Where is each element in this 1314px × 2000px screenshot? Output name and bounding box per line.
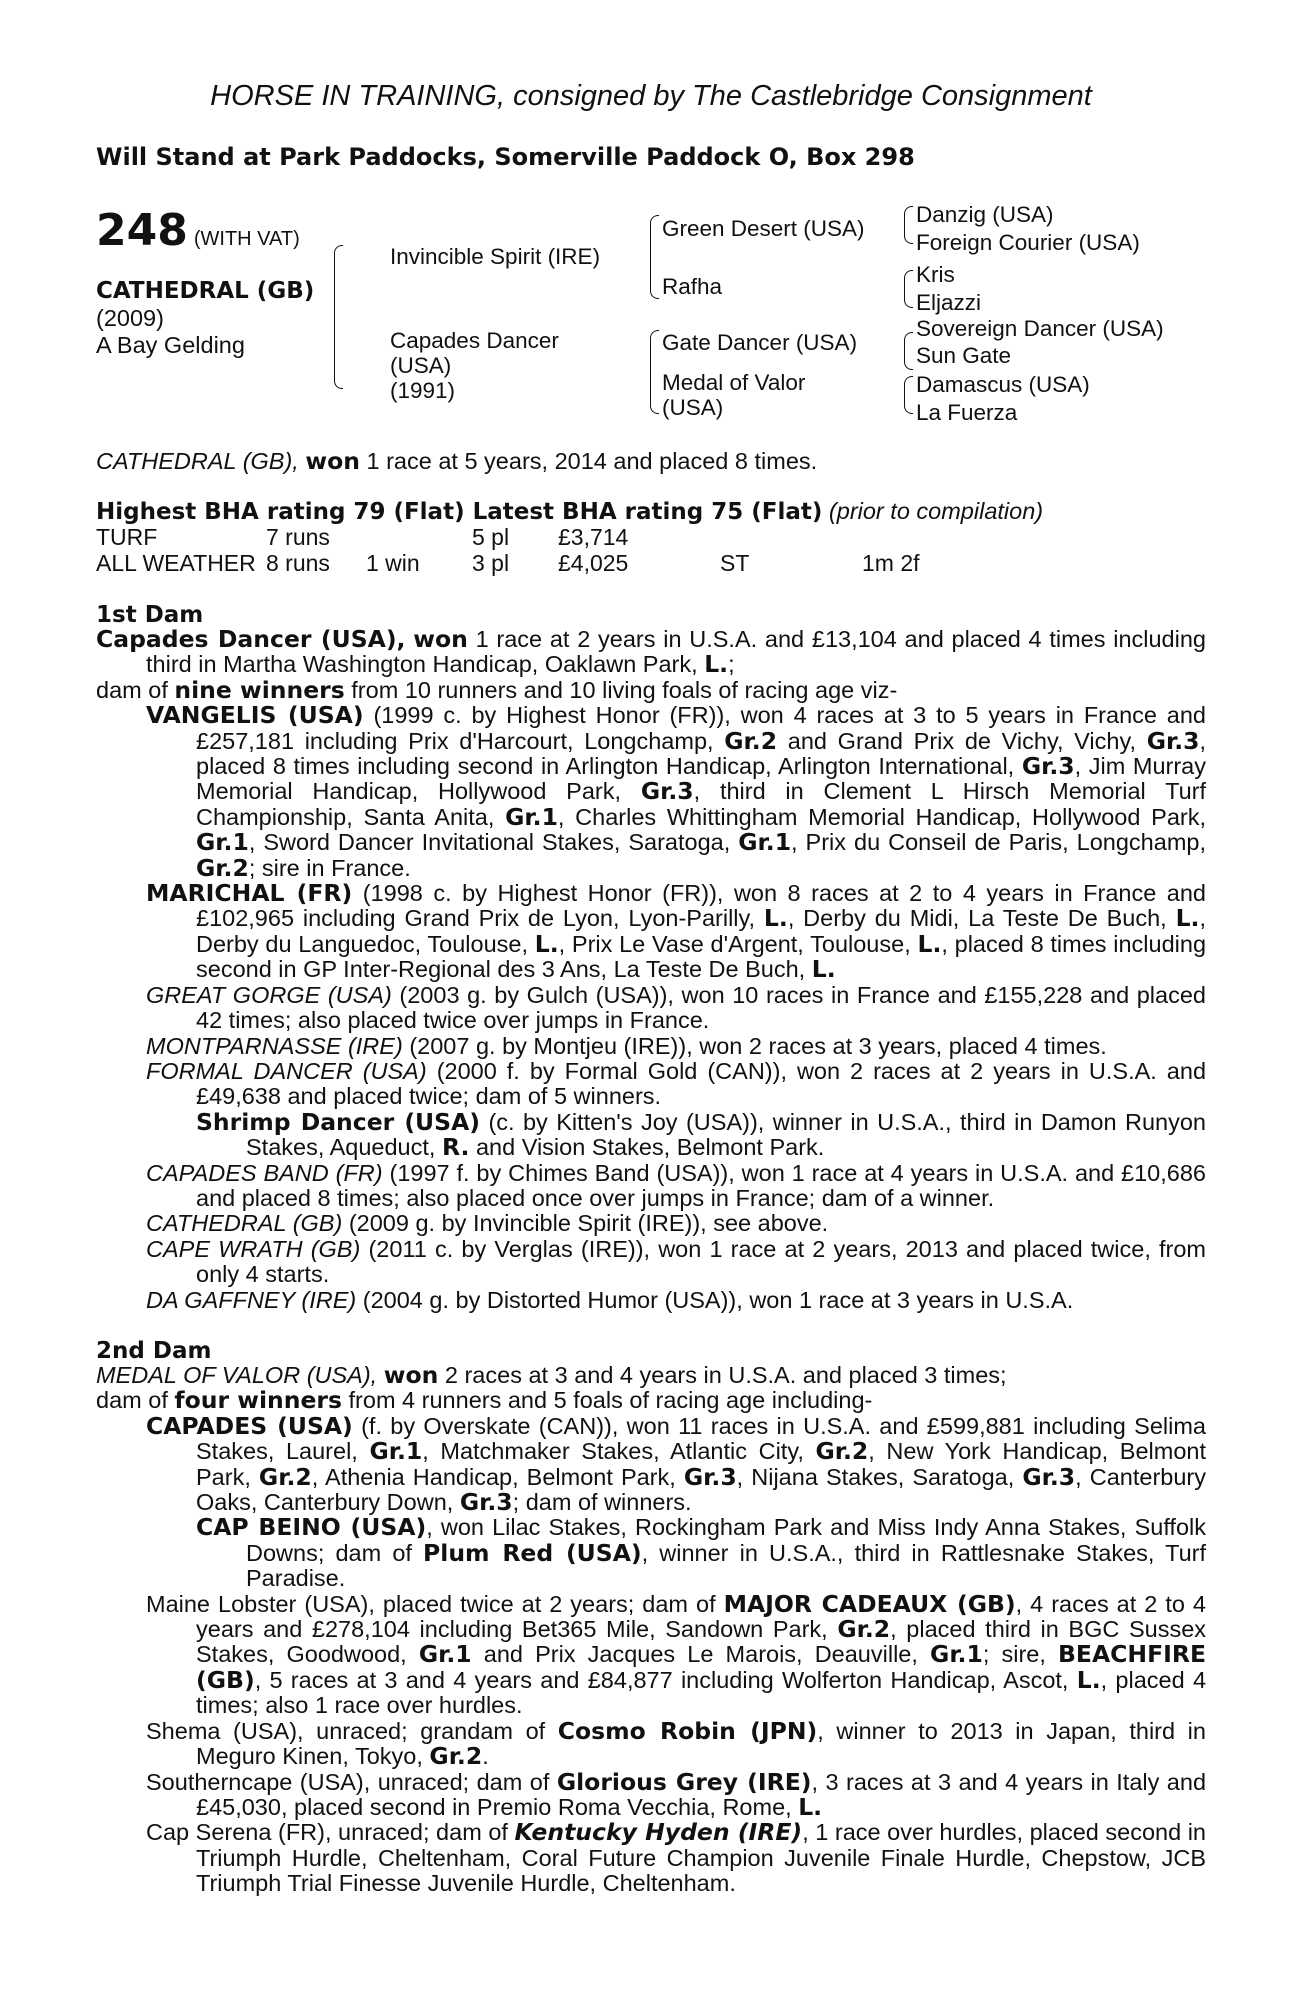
rating-text: Highest BHA rating 79 (Flat) Latest BHA rating 75 (Flat) [96,499,823,525]
horse-year: (2009) [96,305,164,331]
record-prize: £3,714 [558,524,629,550]
record-placed: 5 pl [472,524,510,550]
pedigree-brace-main [334,245,343,389]
pedigree-brace-dam [650,330,659,414]
horse-name: CATHEDRAL (GB) [96,278,315,304]
pedigree-brace-sd [904,270,913,308]
produce-cap-serena: Cap Serena (FR), unraced; dam of Kentucky Hyden (IRE), 1 race over hurdles, placed second in Triumph Hurdle, Cheltenham, Coral Future Champion Juvenile Finale Hurdle, Chepstow, JCB Triumph Trial Finesse Juvenile Hurdle, Cheltenham. [146,1818,1207,1897]
produce-shema: Shema (USA), unraced; grandam of Cosmo Robin (JPN), winner to 2013 in Japan, third in Meguro Kinen, Tokyo, Gr.2. [146,1716,1206,1771]
pedigree-ssd: Foreign Courier (USA) [916,230,1140,255]
produce-marichal: MARICHAL (FR) (1998 c. by Highest Honor (FR)), won 8 races at 2 to 4 years in France and £102,965 including Grand Prix de Lyon, Lyon-Parilly, L., Derby du Midi, La Teste De Buch, L., Derby du Languedoc, Toulouse, L., Prix Le Vase d'Argent, Toulouse, L., placed 8 times including second in GP Inter-Regional des 3 Ans, La Teste De Buch, L. [146,879,1207,984]
produce-capades-band: CAPADES BAND (FR) (1997 f. by Chimes Band (USA)), won 1 race at 4 years in U.S.A. and £10,686 and placed 8 times; also placed once over jumps in France; dam of a winner. [146,1159,1206,1211]
race-summary [96,447,817,475]
produce-montparnasse: MONTPARNASSE (IRE) (2007 g. by Montjeu (IRE)), won 2 races at 3 years, placed 4 times. [146,1032,1107,1059]
record-prize: £4,025 [558,550,629,576]
pedigree-dam-line3: (1991) [390,378,456,403]
pedigree-dam [390,328,559,403]
pedigree-sss: Danzig (USA) [916,202,1054,227]
produce-cape-wrath: CAPE WRATH (GB) (2011 c. by Verglas (IRE)), won 1 race at 2 years, 2013 and placed twice, from only 4 starts. [146,1235,1206,1288]
pedigree-sire-dam: Rafha [662,274,723,299]
lot-number: 248 [96,205,188,256]
horse-details [96,278,314,359]
summary-horse-name: CATHEDRAL (GB), [96,448,299,474]
record-runs: 8 runs [266,550,330,576]
first-dam-heading: 1st Dam [96,602,204,628]
record-surface: ALL WEATHER [96,550,256,576]
pedigree-brace-dd [904,376,913,414]
bha-rating [96,498,1043,525]
pedigree-brace-sire [650,215,659,299]
stand-location: Will Stand at Park Paddocks, Somerville Paddock O, Box 298 [96,143,915,171]
pedigree-sire: Invincible Spirit (IRE) [390,244,601,269]
summary-text: 1 race at 5 years, 2014 and placed 8 times. [366,448,818,474]
dam1-line: Capades Dancer (USA), won 1 race at 2 years in U.S.A. and £13,104 and placed 4 times including third in Martha Washington Handicap, Oaklawn Park, L.; [96,625,1206,679]
pedigree-brace-ds [904,332,913,370]
produce-cathedral: CATHEDRAL (GB) (2009 g. by Invincible Spirit (IRE)), see above. [146,1210,829,1237]
pedigree-brace-ss [904,206,913,244]
pedigree-dam-dam-line2: (USA) [662,395,724,420]
dam2-produce-intro: dam of four winners from 4 runners and 5 foals of racing age including- [96,1386,873,1415]
pedigree-sire-sire: Green Desert (USA) [662,216,865,241]
record-surface: TURF [96,524,158,550]
record-distance: 1m 2f [862,550,920,576]
rating-note: (prior to compilation) [828,498,1044,524]
record-runs: 7 runs [266,524,330,550]
produce-cap-beino: CAP BEINO (USA), won Lilac Stakes, Rockingham Park and Miss Indy Anna Stakes, Suffolk Downs; dam of Plum Red (USA), winner in U.S.A., third in Rattlesnake Stakes, Turf Paradise. [196,1513,1207,1592]
pedigree-dam-dam-line1: Medal of Valor [662,370,806,395]
record-row-turf [96,524,1096,550]
produce-shrimp-dancer: Shrimp Dancer (USA) (c. by Kitten's Joy (USA)), winner in U.S.A., third in Damon Runyon Stakes, Aqueduct, R. and Vision Stakes, Belmont Park. [196,1107,1207,1162]
pedigree-dam-dam [662,370,805,420]
pedigree-dam-line2: (USA) [390,353,452,378]
pedigree-dam-sire: Gate Dancer (USA) [662,330,858,355]
produce-southerncape: Southerncape (USA), unraced; dam of Glorious Grey (IRE), 3 races at 3 and 4 years in Italy and £45,030, placed second in Premio Roma Vecchia, Rome, L. [146,1767,1207,1821]
record-wins: 1 win [366,550,420,576]
vat-label: (WITH VAT) [193,228,300,250]
page-header: HORSE IN TRAINING, consigned by The Castlebridge Consignment [210,80,1092,112]
record-placed: 3 pl [472,550,510,576]
produce-great-gorge: GREAT GORGE (USA) (2003 g. by Gulch (USA)), won 10 races in France and £155,228 and placed 42 times; also placed twice over jumps in France. [146,981,1206,1034]
record-row-aw [96,550,1096,576]
summary-won: won [305,447,360,475]
produce-formal-dancer: FORMAL DANCER (USA) (2000 f. by Formal Gold (CAN)), won 2 races at 2 years in U.S.A. and £49,638 and placed twice; dam of 5 winners. [146,1057,1207,1110]
pedigree-dds: Damascus (USA) [916,372,1090,397]
pedigree-sds: Kris [916,262,955,287]
first-dam-text [96,627,1206,1313]
pedigree-dss: Sovereign Dancer (USA) [916,316,1164,341]
lot-number-block [96,205,300,256]
pedigree-sdd: Eljazzi [916,290,982,315]
pedigree-dsd: Sun Gate [916,343,1012,368]
pedigree-ddd: La Fuerza [916,400,1018,425]
produce-da-gaffney: DA GAFFNEY (IRE) (2004 g. by Distorted Humor (USA)), won 1 race at 3 years in U.S.A. [146,1286,1074,1313]
produce-maine-lobster: Maine Lobster (USA), placed twice at 2 years; dam of MAJOR CADEAUX (GB), 4 races at 2 to 4 years and £278,104 including Bet365 Mile, Sandown Park, Gr.2, placed third in BGC Sussex Stakes, Goodwood, Gr.1 and Prix Jacques Le Marois, Deauville, Gr.1; sire, BEACHFIRE (GB), 5 races at 3 and 4 years and £84,877 including Wolferton Handicap, Ascot, L., placed 4 times; also 1 race over hurdles. [146,1589,1207,1719]
produce-vangelis: VANGELIS (USA) (1999 c. by Highest Honor (FR)), won 4 races at 3 to 5 years in France and £257,181 including Prix d'Harcourt, Longchamp, Gr.2 and Grand Prix de Vichy, Vichy, Gr.3, placed 8 times including second in Arlington Handicap, Arlington International, Gr.3, Jim Murray Memorial Handicap, Hollywood Park, Gr.3, third in Clement L Hirsch Memorial Turf Championship, Santa Anita, Gr.1, Charles Whittingham Memorial Handicap, Hollywood Park, Gr.1, Sword Dancer Invitational Stakes, Saratoga, Gr.1, Prix du Conseil de Paris, Longchamp, Gr.2; sire in France. [146,701,1207,882]
record-going: ST [720,550,750,576]
dam2-line: MEDAL OF VALOR (USA), won 2 races at 3 and 4 years in U.S.A. and placed 3 times; [96,1361,1007,1389]
second-dam-text [96,1363,1206,1897]
dam1-produce-intro: dam of nine winners from 10 runners and 10 living foals of racing age viz- [96,675,898,704]
produce-capades: CAPADES (USA) (f. by Overskate (CAN)), won 11 races in U.S.A. and £599,881 including Selima Stakes, Laurel, Gr.1, Matchmaker Stakes, Atlantic City, Gr.2, New York Handicap, Belmont Park, Gr.2, Athenia Handicap, Belmont Park, Gr.3, Nijana Stakes, Saratoga, Gr.3, Canterbury Oaks, Canterbury Down, Gr.3; dam of winners. [146,1411,1206,1517]
horse-description: A Bay Gelding [96,332,245,358]
pedigree-dam-line1: Capades Dancer [390,328,559,353]
second-dam-heading: 2nd Dam [96,1338,212,1364]
